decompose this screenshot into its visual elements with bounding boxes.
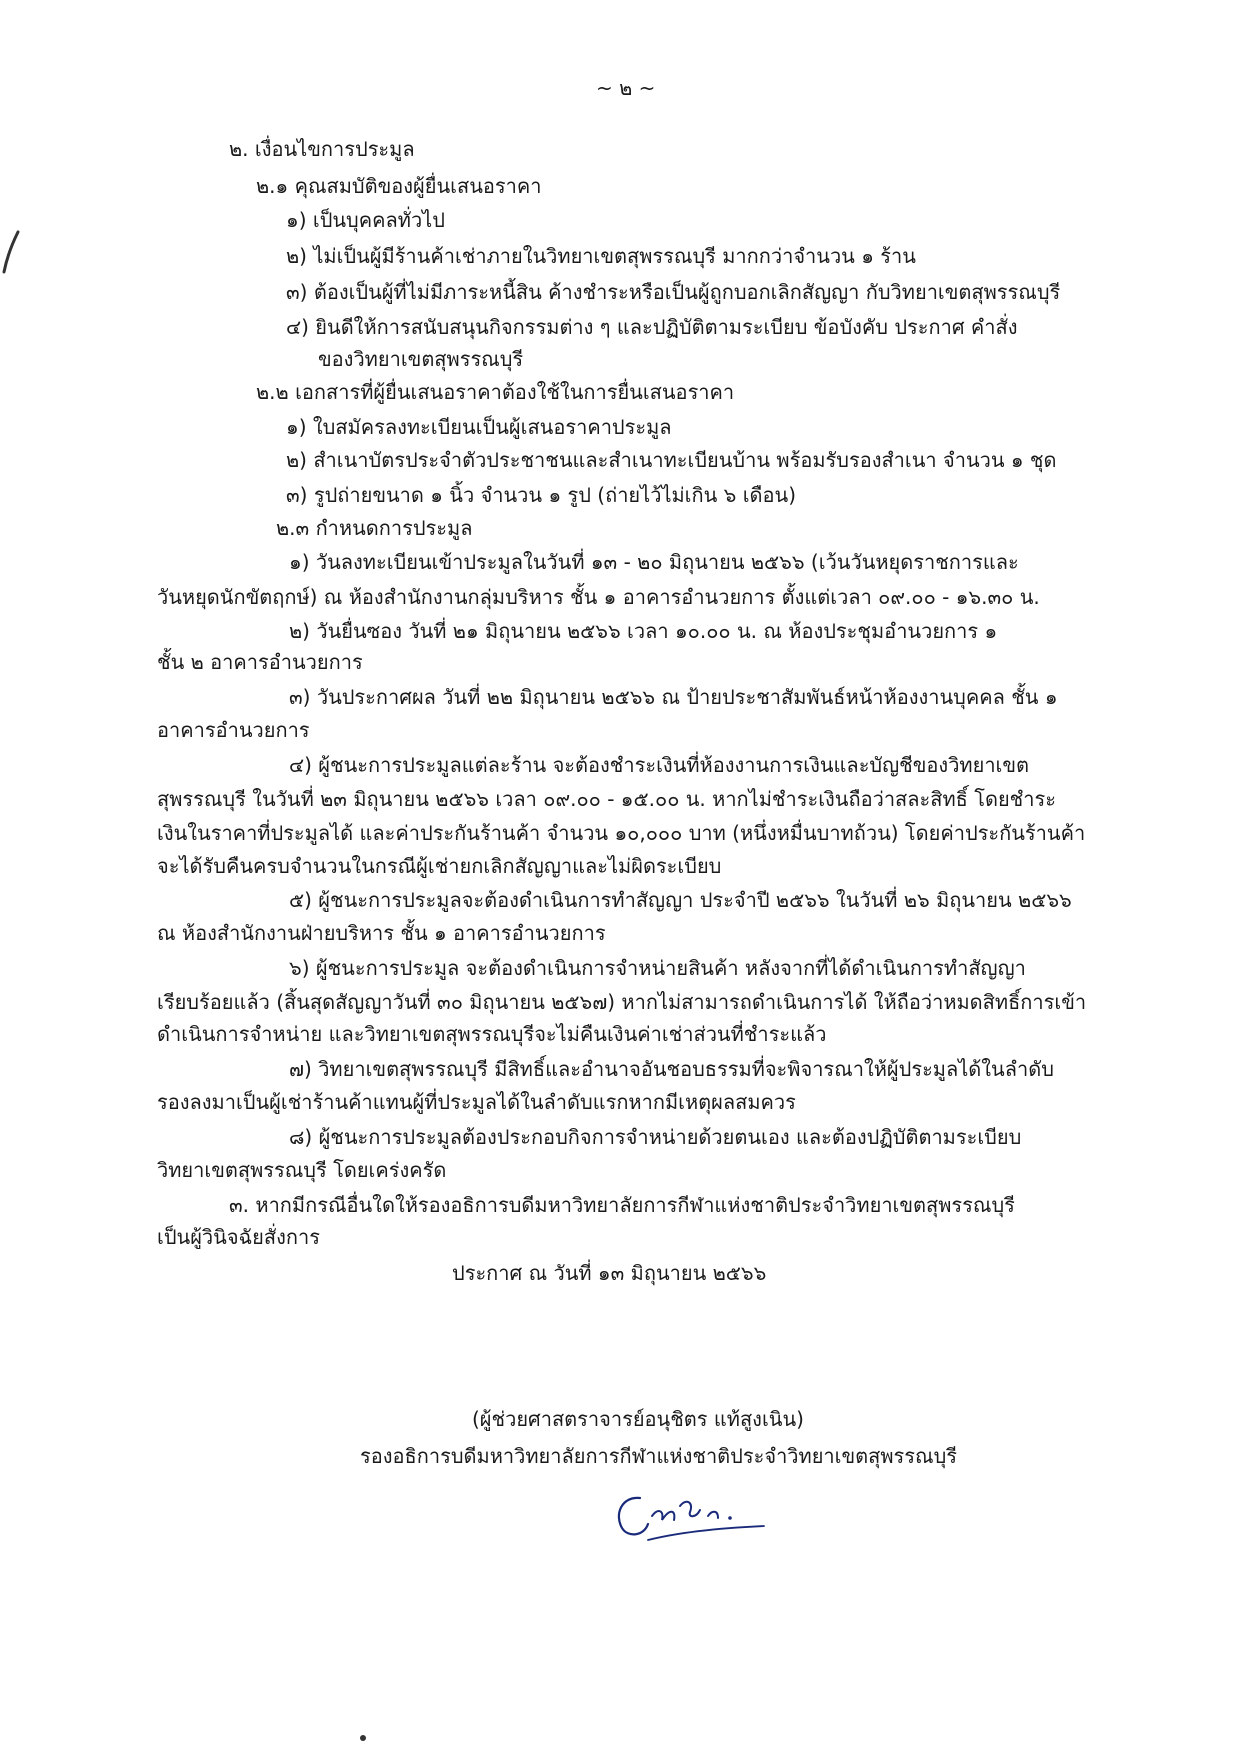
qualification-item-1: ๑) เป็นบุคคลทั่วไป [286, 208, 445, 232]
section-3-cont: เป็นผู้วินิจฉัยสั่งการ [157, 1225, 320, 1249]
qualification-item-2: ๒) ไม่เป็นผู้มีร้านค้าเช่าภายในวิทยาเขตสุพรรณบุรี มากกว่าจำนวน ๑ ร้าน [286, 244, 916, 268]
scan-edge-mark [0, 228, 22, 274]
section-heading-conditions: ๒. เงื่อนไขการประมูล [229, 137, 415, 161]
scan-dot-mark [360, 1735, 366, 1741]
qualification-item-4-cont: ของวิทยาเขตสุพรรณบุรี [318, 347, 524, 371]
schedule-item-3-cont: อาคารอำนวยการ [157, 718, 310, 742]
section-3: ๓. หากมีกรณีอื่นใดให้รองอธิการบดีมหาวิทยาลัยการกีฬาแห่งชาติประจำวิทยาเขตสุพรรณบุรี [229, 1193, 1015, 1217]
signature [600, 1480, 770, 1550]
signatory-position: รองอธิการบดีมหาวิทยาลัยการกีฬาแห่งชาติประจำวิทยาเขตสุพรรณบุรี [360, 1444, 958, 1468]
signatory-name: (ผู้ช่วยศาสตราจารย์อนุชิตร แท้สูงเนิน) [472, 1407, 804, 1431]
subsection-heading-schedule: ๒.๓ กำหนดการประมูล [276, 516, 473, 540]
schedule-item-7-cont: รองลงมาเป็นผู้เช่าร้านค้าแทนผู้ที่ประมูลได้ในลำดับแรกหากมีเหตุผลสมควร [157, 1090, 796, 1114]
schedule-item-8-cont: วิทยาเขตสุพรรณบุรี โดยเคร่งครัด [157, 1158, 447, 1182]
schedule-item-2: ๒) วันยื่นซอง วันที่ ๒๑ มิถุนายน ๒๕๖๖ เวลา ๑๐.๐๐ น. ณ ห้องประชุมอำนวยการ ๑ [289, 619, 998, 643]
subsection-heading-documents: ๒.๒ เอกสารที่ผู้ยื่นเสนอราคาต้องใช้ในการยื่นเสนอราคา [256, 380, 735, 404]
schedule-item-4: ๔) ผู้ชนะการประมูลแต่ละร้าน จะต้องชำระเงินที่ห้องงานการเงินและบัญชีของวิทยาเขต [289, 753, 1030, 777]
schedule-item-2-cont: ชั้น ๒ อาคารอำนวยการ [157, 650, 363, 674]
schedule-item-8: ๘) ผู้ชนะการประมูลต้องประกอบกิจการจำหน่ายด้วยตนเอง และต้องปฏิบัติตามระเบียบ [289, 1125, 1022, 1149]
schedule-item-4-cont-3: จะได้รับคืนครบจำนวนในกรณีผู้เช่ายกเลิกสัญญาและไม่ผิดระเบียบ [157, 854, 722, 878]
schedule-item-3: ๓) วันประกาศผล วันที่ ๒๒ มิถุนายน ๒๕๖๖ ณ ป้ายประชาสัมพันธ์หน้าห้องงานบุคคล ชั้น ๑ [289, 685, 1058, 709]
subsection-heading-qualifications: ๒.๑ คุณสมบัติของผู้ยื่นเสนอราคา [256, 174, 542, 198]
document-item-2: ๒) สำเนาบัตรประจำตัวประชาชนและสำเนาทะเบียนบ้าน พร้อมรับรองสำเนา จำนวน ๑ ชุด [286, 448, 1057, 472]
document-item-3: ๓) รูปถ่ายขนาด ๑ นิ้ว จำนวน ๑ รูป (ถ่ายไว้ไม่เกิน ๖ เดือน) [286, 483, 797, 507]
qualification-item-3: ๓) ต้องเป็นผู้ที่ไม่มีภาระหนี้สิน ค้างชำระหรือเป็นผู้ถูกบอกเลิกสัญญา กับวิทยาเขตสุพรรณบุรี [286, 280, 1061, 304]
schedule-item-4-cont-1: สุพรรณบุรี ในวันที่ ๒๓ มิถุนายน ๒๕๖๖ เวลา ๐๙.๐๐ - ๑๕.๐๐ น. หากไม่ชำระเงินถือว่าสละสิทธิ์ โดยชำระ [157, 787, 1056, 811]
schedule-item-6: ๖) ผู้ชนะการประมูล จะต้องดำเนินการจำหน่ายสินค้า หลังจากที่ได้ดำเนินการทำสัญญา [289, 956, 1026, 980]
schedule-item-7: ๗) วิทยาเขตสุพรรณบุรี มีสิทธิ์และอำนาจอันชอบธรรมที่จะพิจารณาให้ผู้ประมูลได้ในลำดับ [289, 1057, 1054, 1081]
schedule-item-1-cont: วันหยุดนักขัตฤกษ์) ณ ห้องสำนักงานกลุ่มบริหาร ชั้น ๑ อาคารอำนวยการ ตั้งแต่เวลา ๐๙.๐๐ - ๑๖.๓๐ น. [157, 585, 1040, 609]
schedule-item-4-cont-2: เงินในราคาที่ประมูลได้ และค่าประกันร้านค้า จำนวน ๑๐,๐๐๐ บาท (หนึ่งหมื่นบาทถ้วน) โดยค่าประกันร้านค้า [157, 821, 1086, 845]
schedule-item-5: ๕) ผู้ชนะการประมูลจะต้องดำเนินการทำสัญญา ประจำปี ๒๕๖๖ ในวันที่ ๒๖ มิถุนายน ๒๕๖๖ [289, 888, 1072, 912]
announcement-date: ประกาศ ณ วันที่ ๑๓ มิถุนายน ๒๕๖๖ [452, 1261, 767, 1285]
schedule-item-1: ๑) วันลงทะเบียนเข้าประมูลในวันที่ ๑๓ - ๒๐ มิถุนายน ๒๕๖๖ (เว้นวันหยุดราชการและ [289, 550, 1019, 574]
qualification-item-4: ๔) ยินดีให้การสนับสนุนกิจกรรมต่าง ๆ และปฏิบัติตามระเบียบ ข้อบังคับ ประกาศ คำสั่ง [286, 315, 1018, 339]
schedule-item-6-cont-1: เรียบร้อยแล้ว (สิ้นสุดสัญญาวันที่ ๓๐ มิถุนายน ๒๕๖๗) หากไม่สามารถดำเนินการได้ ให้ถือว่าหมดสิทธิ์การเข้า [157, 990, 1087, 1014]
schedule-item-5-cont: ณ ห้องสำนักงานฝ่ายบริหาร ชั้น ๑ อาคารอำนวยการ [157, 921, 606, 945]
page-number: ~ ๒ ~ [596, 76, 656, 100]
document-item-1: ๑) ใบสมัครลงทะเบียนเป็นผู้เสนอราคาประมูล [286, 415, 672, 439]
schedule-item-6-cont-2: ดำเนินการจำหน่าย และวิทยาเขตสุพรรณบุรีจะไม่คืนเงินค่าเช่าส่วนที่ชำระแล้ว [157, 1022, 827, 1046]
